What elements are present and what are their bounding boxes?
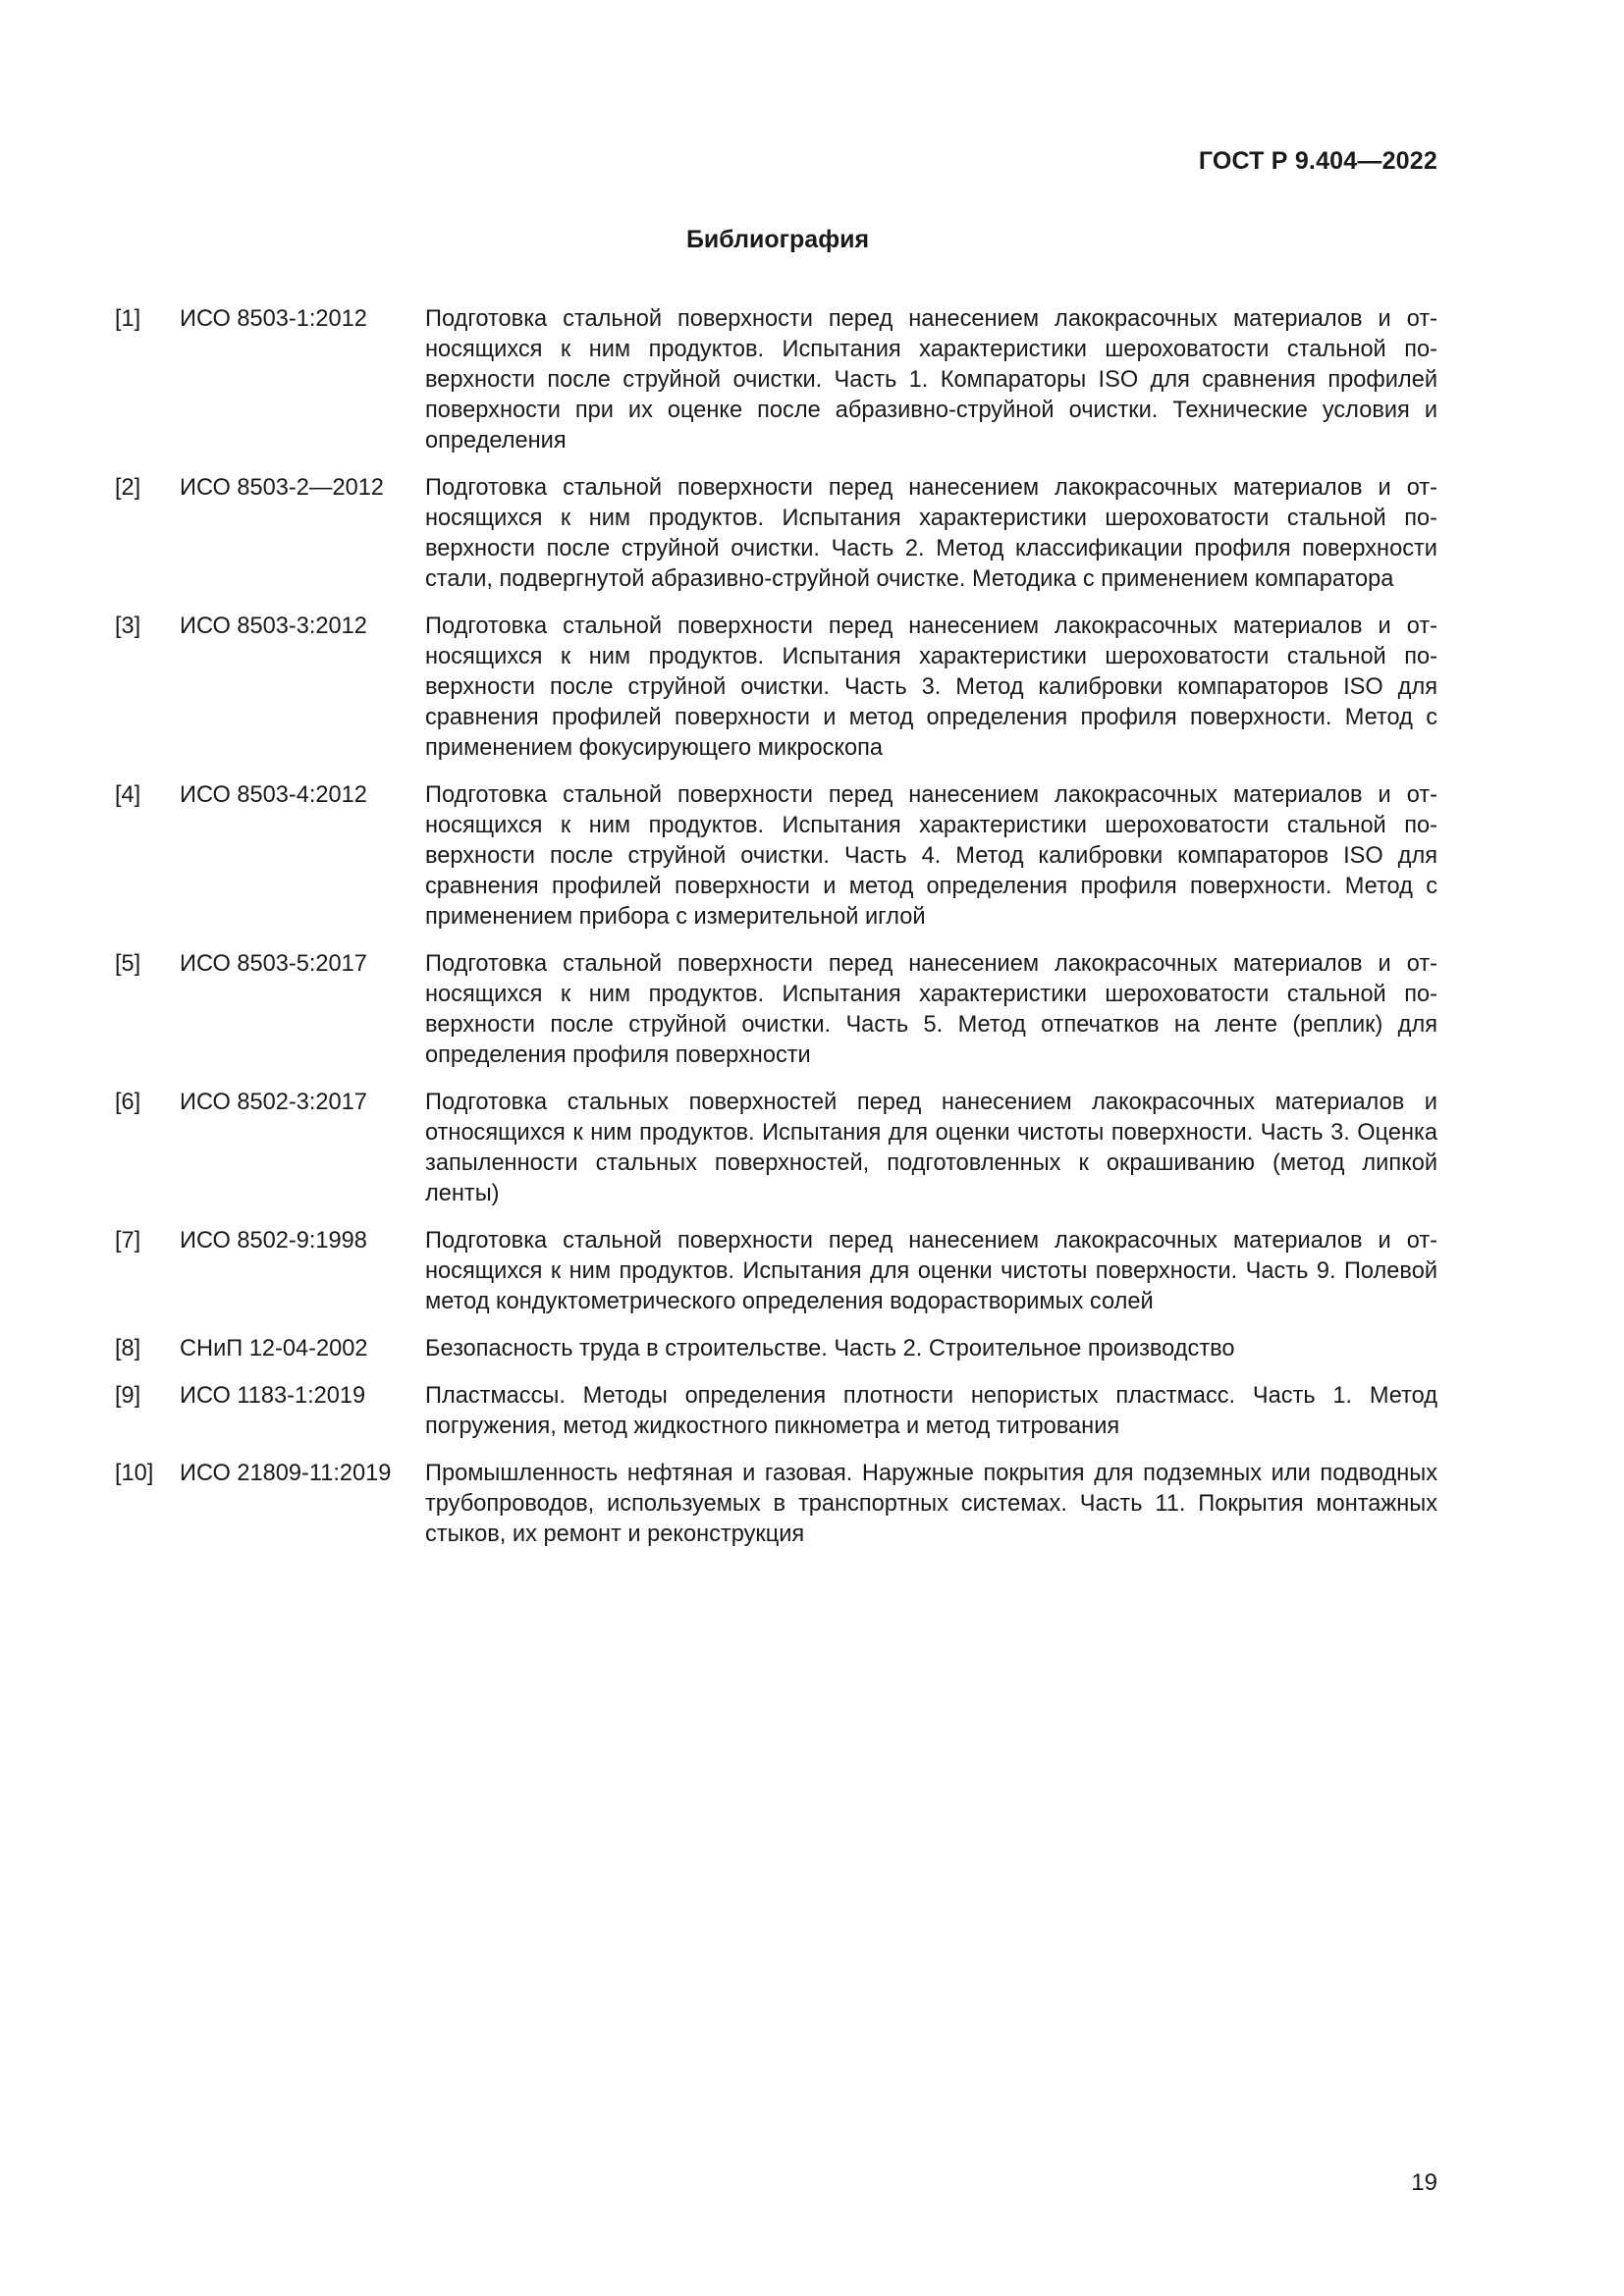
entry-number: [2]: [115, 475, 141, 501]
entry-number: [7]: [115, 1228, 141, 1254]
entry-title: Промышленность нефтяная и газовая. Наружные покрытия для подземных или подводных трубопроводов, используемых в транспортных системах. Часть 11. Покрытия монтажных стыков, их ремонт и реконструкция: [425, 1461, 1437, 1547]
entry-title: Подготовка стальной поверхности перед нанесением лакокрасочных материалов и относящихся к ним продуктов. Испытания характеристики шероховатости стальной поверхности после струйной очистки. Часть 1. Компараторы ISO для сравнения профилей поверхности при их оценке после абразивно-струйной очистки. Технические условия и определения: [425, 306, 1437, 454]
entry-code: ИСО 8503-2—2012: [180, 475, 384, 501]
entry-title: Подготовка стальных поверхностей перед нанесением лакокрасочных материалов и относящихся к ним продуктов. Испытания для оценки чистоты поверхности. Часть 3. Оценка запыленности стальных поверхностей, подготовленных к окрашиванию (метод липкой ленты): [425, 1090, 1437, 1206]
entry-code: ИСО 8502-9:1998: [180, 1228, 367, 1254]
entry-title: Подготовка стальной поверхности перед нанесением лакокрасочных материалов и относящихся к ним продуктов. Испытания характеристики шероховатости стальной поверхности после струйной очистки. Часть 4. Метод калибровки компараторов ISO для сравнения профилей поверхности и метод определения профиля поверхности. Метод с применением прибора с измерительной иглой: [425, 782, 1437, 930]
entry-code: ИСО 8503-1:2012: [180, 306, 367, 332]
entry-number: [4]: [115, 782, 141, 808]
bibliography-entry: [115, 304, 1437, 456]
entry-title: Подготовка стальной поверхности перед нанесением лакокрасочных материалов и относящихся к ним продуктов. Испытания для оценки чистоты поверхности. Часть 9. Полевой метод кондуктометрического определения водорастворимых солей: [425, 1228, 1437, 1314]
entry-number: [8]: [115, 1336, 141, 1362]
bibliography-entry: [115, 949, 1437, 1071]
bibliography-entry: [115, 1459, 1437, 1550]
bibliography-entry: [115, 612, 1437, 764]
entry-title: Подготовка стальной поверхности перед нанесением лакокрасочных материалов и относящихся к ним продуктов. Испытания характеристики шероховатости стальной поверхности после струйной очистки. Часть 3. Метод калибровки компараторов ISO для сравнения профилей поверхности и метод определения профиля поверхности. Метод с применением фокусирующего микроскопа: [425, 614, 1437, 761]
bibliography-list: [115, 304, 1437, 1567]
page-title: Библиография: [685, 226, 870, 253]
entry-code: ИСО 8503-5:2017: [180, 951, 367, 977]
bibliography-entry: [115, 1381, 1437, 1442]
bibliography-entry: [115, 473, 1437, 595]
entry-code: ИСО 8503-4:2012: [180, 782, 367, 808]
entry-code: ИСО 8503-3:2012: [180, 614, 367, 639]
bibliography-entry: [115, 1088, 1437, 1209]
entry-title: Пластмассы. Методы определения плотности непористых пластмасс. Часть 1. Метод погружения, метод жидкостного пикнометра и метод титрования: [425, 1383, 1437, 1439]
entry-number: [9]: [115, 1383, 141, 1409]
entry-code: СНиП 12-04-2002: [180, 1336, 368, 1362]
bibliography-entry: [115, 780, 1437, 933]
document-code: ГОСТ Р 9.404—2022: [1198, 147, 1437, 175]
page-number: 19: [1411, 2169, 1437, 2196]
entry-number: [6]: [115, 1090, 141, 1115]
entry-number: [10]: [115, 1461, 154, 1486]
entry-title: Безопасность труда в строительстве. Часть 2. Строительное производство: [425, 1336, 1235, 1362]
bibliography-entry: [115, 1226, 1437, 1317]
entry-number: [1]: [115, 306, 141, 332]
bibliography-entry: [115, 1334, 1437, 1364]
entry-code: ИСО 21809-11:2019: [180, 1461, 392, 1486]
entry-number: [3]: [115, 614, 141, 639]
entry-title: Подготовка стальной поверхности перед нанесением лакокрасочных материалов и относящихся к ним продуктов. Испытания характеристики шероховатости стальной поверхности после струйной очистки. Часть 5. Метод отпечатков на ленте (реплик) для определения профиля поверхности: [425, 951, 1437, 1068]
entry-title: Подготовка стальной поверхности перед нанесением лакокрасочных материалов и относящихся к ним продуктов. Испытания характеристики шероховатости стальной поверхности после струйной очистки. Часть 2. Метод классификации профиля поверхности стали, подвергнутой абразивно-струйной очистке. Методика с применением компаратора: [425, 475, 1437, 592]
entry-number: [5]: [115, 951, 141, 977]
entry-code: ИСО 8502-3:2017: [180, 1090, 367, 1115]
entry-code: ИСО 1183-1:2019: [180, 1383, 366, 1409]
